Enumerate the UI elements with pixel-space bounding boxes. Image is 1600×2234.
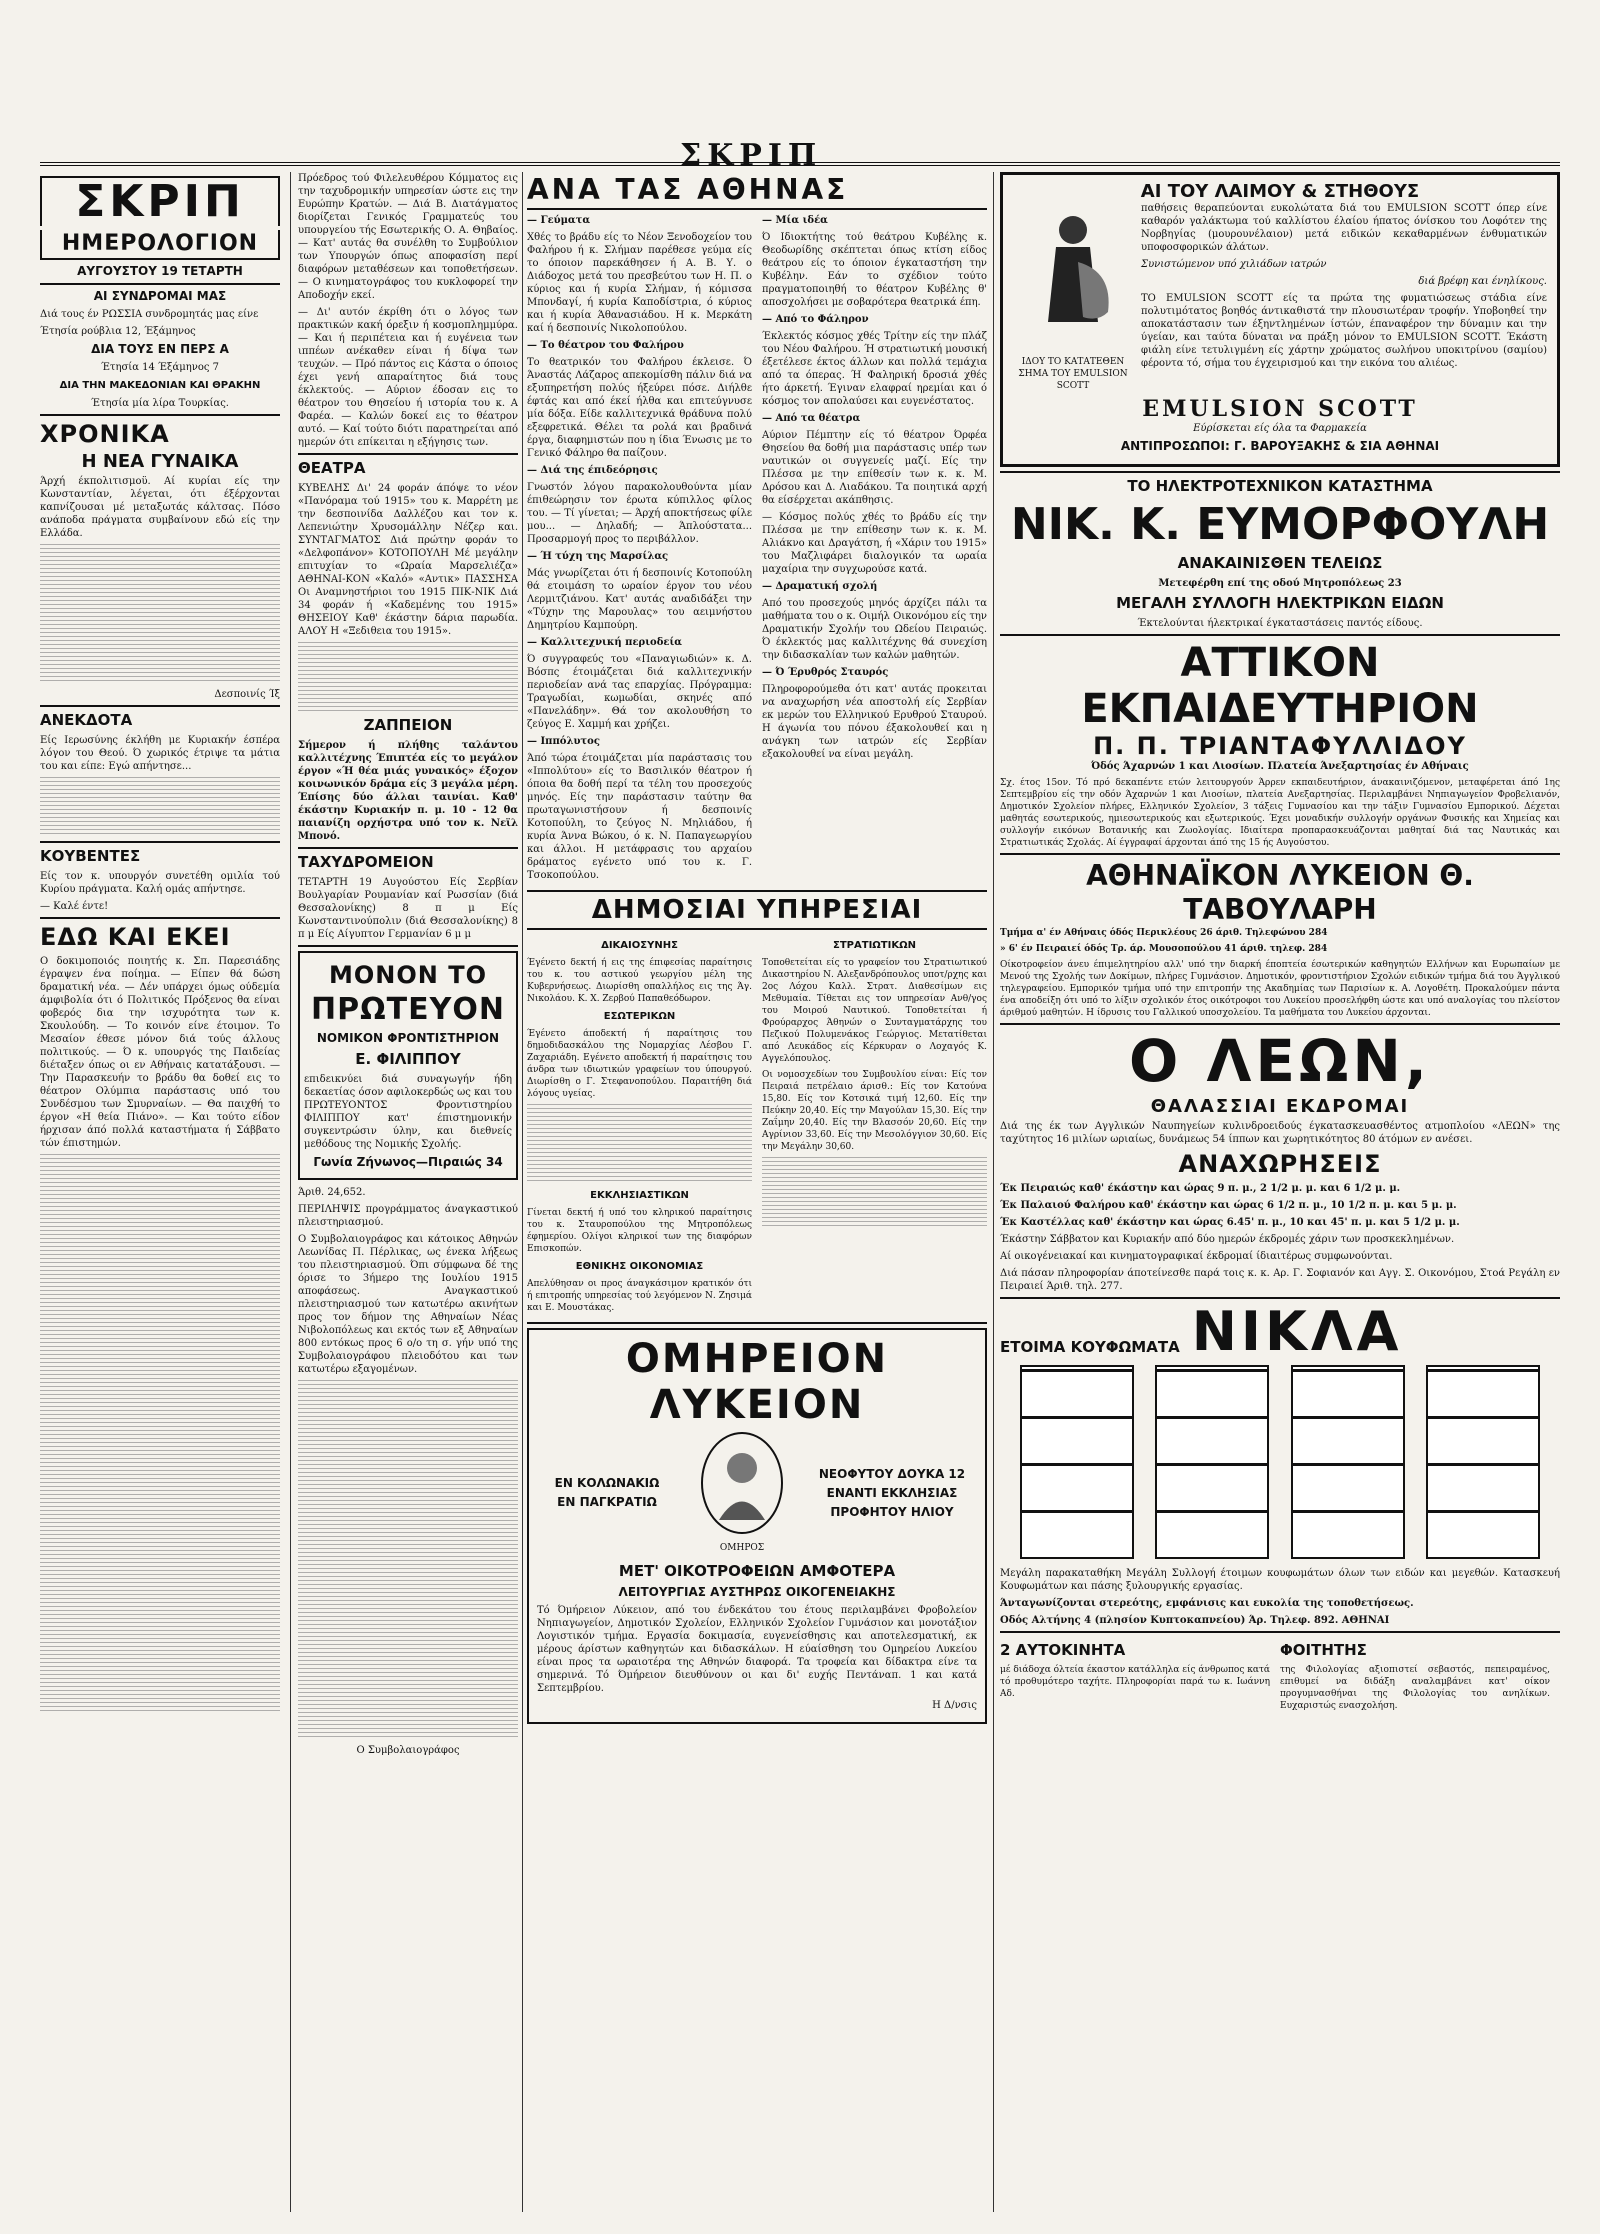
- zappeion-heading: ΖΑΠΠΕΙΟΝ: [363, 716, 453, 734]
- divider: [40, 917, 280, 919]
- ad-emulsion-brand: EMULSION SCOTT: [1142, 396, 1418, 422]
- classified-student: [1280, 1637, 1550, 1716]
- section-edo-ekei: ΕΔΩ ΚΑΙ ΕΚΕΙ: [40, 923, 231, 951]
- divider: [527, 1322, 987, 1324]
- article-nea-gynaika-text: Άρχή έκπολιτισμοϋ. Αί κυρίαι είς την Κωνσταντίαν, λέγεται, ότι έξέρχονται καπνίζουσαι μέ μεταξωτάς κάλτσας. Πόσο ανάποδα πράγματα συμβαίνουν εδώ είς την Ελλάδα.: [40, 476, 280, 539]
- news-item-text: Μάς γνωρίζεται ότι ή δεσποινίς Κοτοπούλη θά ετοιμάση το ωραίον έργον του νέου Λερμιτζιάνου. Κατ' αυτάς αναδιδάξει την «Τύχην της Μαρουλας» του αειμνήστου Δημητρίου Καμπούρη.: [527, 568, 752, 631]
- ad-omireion-ekklisia: ΕΝΑΝΤΙ ΕΚΚΛΗΣΙΑΣ: [826, 1485, 958, 1500]
- divider: [1000, 1631, 1560, 1633]
- services-text: Έγένετο άποδεκτή ή παραίτησις του δημοδιδασκάλου της Νομαρχίας Λέσβου Γ. Ζαχαριάδη. Εγένετο αποδεκτή ή παραίτησις του άνδρα των ιδιωτικών γραφείων του ύπουργού. Διωρίσθη ο Γ. Στεφανοπούλου. Παραιτήθη διά λόγους υγείας.: [527, 1029, 752, 1099]
- ad-emulsion-text: παθήσεις θεραπεύονται ευκολώτατα διά του EMULSION SCOTT όπερ είνε καθαρόν γαλάκτωμα τού καλλίστου έλαίου ήπατος όνίσκου του Λοφότεν της Νορβηγίας (μουρουνέλαιον) μετά ειδικών κεκαθαρμένων ένθυματικών υποφοσφορικών άλάτων.: [1141, 203, 1547, 253]
- ad-attikon-title: ΑΤΤΙΚΟΝ ΕΚΠΑΙΔΕΥΤΗΡΙΟΝ: [1081, 640, 1479, 732]
- services-text: Απελύθησαν οι προς άναγκάσιμον κρατικόν ότι ή επιτροπής υπηρεσίας τού λεγόμενον Ν. Ζησιμά και Ε. Μουστάκας.: [527, 1279, 752, 1313]
- services-heading: ΕΚΚΛΗΣΙΑΣΤΙΚΩΝ: [590, 1190, 689, 1201]
- masthead-rule: [40, 162, 1560, 166]
- news-item-heading: — Από το Φάληρον: [762, 314, 869, 325]
- kouventes-text: Είς τον κ. υπουργόν συνετέθη ομιλία τού Κυρίου πράγματα. Καλή ομάς απήντησε.: [40, 871, 280, 895]
- zappeion-text: Σήμερον ή πλήθης ταλάντου καλλιτέχνης Έπιπτέα είς το μεγάλον έργον «Ή θέα μιάς γυναικός» έξοχον κοινωνικόν δράμα είς 3 μεγάλα μέρη. Έπίσης δύο άλλαι ταινίαι. Καθ' έκάστην Κυριακήν π. μ. 10 - 12 θα παιανίζη ορχήστρα υπό τον κ. Νεϊλ Μπονό.: [298, 740, 518, 842]
- ad-athinaikon-title: ΑΘΗΝΑΪΚΟΝ ΛΥΚΕΙΟΝ Θ. ΤΑΒΟΥΛΑΡΗ: [1086, 859, 1474, 926]
- news-item-text: Αύριον Πέμπτην είς τό θέατρον Όρφέα Θησείου θα δοθή μια παράστασις υπέρ των ναυτικών οι συγγενείς μαζί. Είς την Πλέσσα με την επίθεσίν των κ. κ. Μ. Δρόσου και Δ. Λιαδάκου. Τα ποιητικά αρχή θα είσέρχεται ακάπθησις.: [762, 430, 987, 506]
- ad-emulsion-available: Εύρίσκεται είς όλα τα Φαρμακεία: [1193, 423, 1367, 434]
- column-rule: [290, 172, 291, 2212]
- ad-proteuon-monon: ΜΟΝΟΝ ΤΟ: [329, 961, 487, 989]
- services-text: Τοποθετείται είς το γραφείον του Στρατιωτικού Δικαστηρίου Ν. Αλεξανδρόπουλος υποτ/ρχης και 2ος Λόχου Καλλ. Στρατ. Διαθεσίμων εις Μεθυμαία. Τίθεται εις τον υπηρεσίαν Ανθ/γος του Μοιρού Ναυτικού. Τοποθετείται ή Φρούραρχος Άθηνών ο Συνταγματάρχης του Πεζικού Πολυμενάκος Γεώργιος. Μετατίθεται από Λευκάδος είς Κέρκυραν ο Λοχαγός Κ. Αγγελόπουλος.: [762, 958, 987, 1064]
- news-item-text: Το θεατρικόν του Φαλήρου έκλεισε. Ό Άναστάς Λάζαρος απεκομίσθη πάλιν διά να εξυπηρετήση πολύς ήξεύρει πόσε. Διήλθε έφτάς και από έκεί ήλθα και επιτεύγνυσε μία δόξα. Είδε καλλιτεχνικά θράδυνα πολύ εξεφρετικά. Θέλει τα ρολά και βραδινά έργα, διαφημιστών που η ίδια Ένωσις με το Γενικό Φάληρο θα παίζουν.: [527, 357, 752, 459]
- divider: [40, 283, 280, 285]
- news-item-text: Πληροφορούμεθα ότι κατ' αυτάς προκειται να αναχωρήση νέα αποστολή είς Σερβίαν εκ μερών του Ελληνικού Ερυθρού Σταυρού. Η άγωνία του πόνου έξακολουθεί και η ανάγκη των ιατρών είς Σερβίαν εξακολουθεί να είναι μεγάλη.: [762, 684, 987, 760]
- article-nea-gynaika-title: Η ΝΕΑ ΓΥΝΑΙΚΑ: [81, 451, 239, 472]
- news-paragraph: Πρόεδρος τού Φιλελευθέρου Κόμματος εις την ταχυδρομικήν υπηρεσίαν ώστε εις την Ευρώπην Κρατών. — Διά Β. Διατάγματος διορίζεται Γενικός Γραμματεύς του υπουργείου τής Εσωτερικής Ο. Α. Θηβαίος. — Κατ' αυτάς θα συνέλθη το Συμβούλιον των Υπουργών όπως αποφασίση περί διαφόρων μεταθέσεων και τοποθετήσεων. — Ο κινηματογράφος του κυκλοφορεί την Αποδοχήν εκεί.: [298, 173, 518, 301]
- ad-emulsion-figure: [1013, 202, 1133, 396]
- ad-leon-departure-5: Αί οικογένειακαί και κινηματογραφικαί έκδρομαί ίδιαιτέρως συμφωνούνται.: [1000, 1251, 1393, 1262]
- divider: [40, 414, 280, 416]
- ad-leon-departure-4: Έκάστην Σάββατον και Κυριακήν από δύο ημερών έκδρομές χάριν των προσκεκλημένων.: [1000, 1234, 1455, 1245]
- subscriptions-russia: Διά τους έν ΡΩΣΣΙΑ συνδρομητάς μας είνε: [40, 309, 259, 320]
- anekdota-text: Είς Ιερωσύνης έκλήθη με Κυριακήν έσπέρα λόγον του Θεού. Ό χωρικός έτριψε τα μάτια του και είπε: Εγώ απήντησε...: [40, 735, 280, 772]
- news-item-text: Έκλεκτός κόσμος χθές Τρίτην είς την πλάζ του Νέου Φαλήρου. Ή στρατιωτική μουσική έξετέλεσε έκτος άλλων και πολλά τεμάχια από τα όπερας. Ή Φαληρική δροσιά χθές ήτο άρκετή. Έγιναν ελαφραί ηρεμίαι και ό κόσμος τον απολαύσει και ευγενέστατος.: [762, 331, 987, 407]
- services-text: Οι νομοσχεδίων του Συμβουλίου είναι: Είς τον Πειραιά πετρέλαιο άρισθ.: Είς τον Κατούνα 15,80. Είς τον Κοτσικά τιμή 12,60. Είς την Πεύκην 20,40. Είς την Μαγούλαν 15,30. Είς την Ζαΐμην 20,40. Είς την Βλασσόν 20,60. Είς την Αγρίνιον 33,60. Είς την Μεσολόγγιον 30,60. Είς την Μεγάλην 30,60.: [762, 1070, 987, 1152]
- divider: [298, 945, 518, 947]
- fisherman-trademark-icon: [1018, 202, 1128, 352]
- subscriptions-persia-price: Έτησία 14 Έξάμηνος 7: [100, 362, 220, 373]
- section-anekdota: ΑΝΕΚΔΟΤΑ: [40, 711, 133, 729]
- services-heading: ΕΘΝΙΚΗΣ ΟΙΚΟΝΟΜΙΑΣ: [575, 1261, 704, 1272]
- theatra-listings: ΚΥΒΕΛΗΣ Δι' 24 φοράν άπόψε το νέον «Πανόραμα τού 1915» του κ. Μαρρέτη με την δεσποινίδα Δαλλέζου και τον κ. Λεπενιώτην Χρυσομάλλην Νέζερ και. ΣΥΝΤΑΓΜΑΤΟΣ Διά πρώτην φοράν το «Δελφοπάνον» ΚΟΤΟΠΟΥΛΗ Μέ μεγάλην επιτυχίαν το «Ωραία Μαρσελιέζα» ΑΘΗΝΑΙ-ΚΟΝ «Καλό» «Αντικ» ΠΑΣΣΗΣΑ Οι Αναμνηστήριοι του 1915 ΠΙΚ-ΝΙΚ Διά 34 φοράν ή «Καδεμένης του 1915» ΘΗΣΕΙΟΥ Καθ' έκάστην δάρια παρωδία. ΑΛΟΥ Η «Ξεδιθεια του 1915».: [298, 483, 518, 637]
- classified-cars-text: μέ διάδοχα όλτεία έκαστον κατάλληλα είς άνθρωπος κατά τό προθυμότερο ταχήτε. Πληροφορίαι παρά τω κ. Ιωάννη Αδ.: [1000, 1665, 1270, 1699]
- news-item-heading: — Δραματική σχολή: [762, 581, 878, 592]
- news-item-text: Γνωστόν λόγου παρακολουθούντα μίαν έπιθεώρησιν τον έρωτα κύπιλλος φίλος του. — Τί γίνεται; — Άρχή αποκτήσεως φίλε μου... — Δηλαδή; — Άπλούστατα... Προσαρμογή προς το περιβάλλον.: [527, 482, 752, 545]
- ad-leon-contact: Διά πάσαν πληροφορίαν άποτείνεσθε παρά τοις κ. κ. Αρ. Γ. Σοφιανόν και Αγγ. Σ. Οικονόμου, Στοά Ρεγάλη εν Πειραιεί Άριθ. τηλ. 277.: [1000, 1268, 1560, 1292]
- news-subcolumn-right: [762, 214, 987, 886]
- subscriptions-macedonia: ΔΙΑ ΤΗΝ ΜΑΚΕΔΟΝΙΑΝ ΚΑΙ ΘΡΑΚΗΝ: [59, 380, 261, 391]
- window-frame-icon: [1291, 1365, 1405, 1559]
- paper-title: ΣΚΡΙΠ: [40, 176, 280, 226]
- ad-proteuon: [298, 951, 518, 1180]
- services-heading: ΔΙΚΑΙΟΣΥΝΗΣ: [601, 940, 678, 951]
- edo-ekei-text: Ο δοκιμοποιός ποιητής κ. Σπ. Παρεσιάδης έγραψεν ένα ποίημα. — Είπεν θά δώση δραματική νέα. — Δέν υπάρχει όμως ούδεμία άμφιβολία ότι ό Πολιτικός Πρόξενος θα είναι φοβερός δια την ισχυρότητα των κ. Σκουλούδη. — Το κοινόν είνε έτοιμον. Το Μεσαίον έθεσε μόνον διά τούς άλλους πολιτικούς. — Ό κ. υπουργός της Παιδείας διέταξεν όπως οι εν Αθήναις κατατάξουσι. — Την Παρασκευήν το βράδυ θα δοθεί εις το θέατρον Ολύμπια παράστασις υπό του Συνδέσμου των Σμυρναίων. — Θα παιχθή το έργον «Η θεία Πιάνο». — Και τούτο είδον ήρχισαν άπό πολλά καταστήματα ή Σάββατο τών έπιστημών.: [40, 956, 280, 1149]
- services-heading: ΕΣΩΤΕΡΙΚΩΝ: [603, 1011, 676, 1022]
- news-item-heading: — Το θέατρον του Φαλήρου: [527, 340, 684, 351]
- section-ana-tas-athinas: ΑΝΑ ΤΑΣ ΑΘΗΝΑΣ: [527, 173, 849, 206]
- ad-leon-departures: ΑΝΑΧΩΡΗΣΕΙΣ: [1178, 1150, 1382, 1178]
- divider: [1000, 1297, 1560, 1299]
- divider: [1000, 853, 1560, 855]
- window-frame-icon: [1155, 1365, 1269, 1559]
- ad-omireion-douka: ΝΕΟΦΥΤΟΥ ΔΟΥΚΑ 12: [818, 1466, 966, 1481]
- ad-nikla-windows: [1000, 1361, 1560, 1567]
- ad-omireion-text: Τό Όμήρειον Λύκειον, από του ένδεκάτου του έτους περιλαμβάνει Φροβολείον Νηπιαγωγείον, Δημοτικόν Σχολείον, Ελληνικόν Σχολείον Γυμνάσιον και μονοτάξιον Λογιστικόν τμήμα. Εργασία δοκιμασία, ευγενείσθησις και αποτελεσματική, εκ μέρους άρίστων καθηγητών και διδασκάλων. Η εύαίσθηση του Ομηρείου Λυκείου είναι προς τα ωραιοτέρα της Αθηνών διαφορά. Τα τροφεία και δίδακτρα είνε τα σημερινά. Τό Όμήρειον διευθύνουν οι και δι' ευχής Πεντάναπ. 1 και κατά Σεπτεμβρίου.: [537, 1605, 977, 1694]
- ad-emulsion-text-2: ΤΟ EMULSION SCOTT είς τα πρώτα της φυματιώσεως στάδια είνε πολυτιμότατος βοηθός άντικαθιστά την πλουσιωτέραν τροφήν. Υποβοηθεί την αποκατάστασιν των έξηντλημένων ίστών, έπαναφέρον την δύναμιν και την ύγείαν, και ταύτα δύναται να πράξη μόνον το EMULSION SCOTT. Έκάστη φιάλη είνε τετυλιγμένη είς χάρτην χρώματος σωλήνου υποκιτρίνου (σαμίου) φέροντα τό, σήμα του έγχειρισμού και την εικόνα του αλιέως.: [1141, 293, 1547, 369]
- ad-emulsion-body: [1013, 202, 1547, 396]
- news-item-text: Από του προσεχούς μηνός άρχίζει πάλι τα μαθήματα του ο κ. Οιμήλ Οικονόμου είς την Δραματικήν Σχολήν του Ωδείου Πειραιώς. Ό έκλεκτός μας καλλιτέχνης θά συνεχίση την διδασκαλίαν των καλών μαθητών.: [762, 598, 987, 661]
- ad-attikon: [1000, 640, 1560, 849]
- ad-proteuon-filippou: Ε. ΦΙΛΙΠΠΟΥ: [355, 1050, 461, 1068]
- notice-signature: Ο Συμβολαιογράφος: [356, 1745, 460, 1756]
- section-taxydromeion: ΤΑΧΥΔΡΟΜΕΙΟΝ: [298, 853, 434, 871]
- section-theatra: ΘΕΑΤΡΑ: [298, 459, 366, 477]
- column-1: [40, 172, 280, 2212]
- divider: [527, 928, 987, 930]
- masthead: [0, 0, 1600, 173]
- news-item-heading: — Μία ιδέα: [762, 215, 828, 226]
- ad-nikla-ready: ΕΤΟΙΜΑ ΚΟΥΦΩΜΑΤΑ: [1000, 1338, 1180, 1356]
- ad-leon-departure-3: Έκ Καστέλλας καθ' έκάστην και ώρας 6.45' π. μ., 10 και 45' π. μ. και 5 1/2 μ. μ.: [1000, 1217, 1460, 1228]
- article-text-block: [298, 642, 518, 712]
- column-3: [527, 172, 987, 2212]
- section-chronika: ΧΡΟΝΙΚΑ: [40, 420, 170, 448]
- ad-nikla-address: Οδός Αλτήνης 4 (πλησίον Κυπτοκαπνείου) Άρ. Τηλεφ. 892. ΑΘΗΝΑΙ: [1000, 1615, 1390, 1626]
- ad-omireion-kolonaki: ΕΝ ΚΟΛΩΝΑΚΙΩ: [554, 1476, 660, 1490]
- calendar-date: ΑΥΓΟΥΣΤΟΥ 19 ΤΕΤΑΡΤΗ: [77, 264, 243, 278]
- divider: [1000, 1023, 1560, 1025]
- news-item-heading: — Ιππόλυτος: [527, 736, 600, 747]
- window-frame-icon: [1426, 1365, 1540, 1559]
- ad-emulsion-content: [1141, 202, 1547, 396]
- ad-emulsion-for: διά βρέφη και ένηλίκους.: [1418, 276, 1547, 287]
- ad-nikla-title: ΝΙΚΛΑ: [1191, 1300, 1403, 1363]
- ad-omireion-leitourgias: ΛΕΙΤΟΥΡΓΙΑΣ ΑΥΣΤΗΡΩΣ ΟΙΚΟΓΕΝΕΙΑΚΗΣ: [618, 1585, 896, 1599]
- article-signature: Δεσποινίς Ίξ: [214, 689, 280, 700]
- ad-athinaikon-text: Οίκοτροφείον άνευ έπιμελητηρίου αλλ' υπό την διαρκή έποπτεία έσωτερικών καθηγητών Ελλήνων και Ευρωπαίων με Μενού της Σχολής των Δοκίμων, πλήρες Γυμνάσιον. Δημοτικόν, φροντιστήριον Σχολών ειδικών τμήμα διά του Άγγλικού τηλεγραφείου. Εμπορικόν τμήμα υπό την επιτροπήν της Ακαδημίας των Παρισίων κ. Α. Λογοθέτη. Προκαλούμεν πάντα ένα αποδείξη ότι υπό το λίξιν σχολικόν έτος οικότροφοι του Λυκείου προσελήφθη ώστε και υπό αναλογίας του πλείστον άριθμού μαθητών. Η ίδρυσις του Γαλλικού υποσχολείου. Τα μαθήματα του Λυκείου άρχονται.: [1000, 960, 1560, 1018]
- column-rule: [993, 172, 994, 2212]
- news-item-heading: — Διά της έπιδεόρησις: [527, 465, 658, 476]
- classified-cars-title: 2 ΑΥΤΟΚΙΝΗΤΑ: [1000, 1641, 1126, 1659]
- divider: [527, 890, 987, 892]
- services-columns: [527, 934, 987, 1318]
- ad-attikon-address: Όδός Άχαρνών 1 και Λιοσίων. Πλατεία Άνεξαρτησίας έν Αθήναις: [1091, 761, 1469, 772]
- news-columns: [527, 214, 987, 886]
- divider: [298, 847, 518, 849]
- ad-evmorfouli-installations: Έκτελούνται ήλεκτρικαί έγκαταστάσεις παντός είδους.: [1137, 618, 1423, 629]
- kouventes-end: — Καλέ έντε!: [40, 901, 109, 912]
- ad-evmorfouli-shop: ΤΟ ΗΛΕΚΤΡΟΤΕΧΝΙΚΟΝ ΚΑΤΑΣΤΗΜΑ: [1127, 477, 1433, 495]
- section-dimosiai-ypiresiai: ΔΗΜΟΣΙΑΙ ΥΠΗΡΕΣΙΑΙ: [591, 895, 923, 925]
- news-item-heading: — Γεύματα: [527, 215, 591, 226]
- ad-nikla-header: [1000, 1300, 1560, 1363]
- notice-title: ΠΕΡΙΛΗΨΙΣ προγράμματος άναγκαστικού πλειστηριασμού.: [298, 1204, 518, 1228]
- services-text: Έγένετο δεκτή ή εις της έπιφεσίας παραίτησις του κ. του αστικού γεωργίου μέλη της Κυβερνήσεως. Διωρίσθη οπαλλήλος εις της Άγ. Νικολάου. Κ. Χ. Ζερβού Παπαθεόδωρον.: [527, 958, 752, 1004]
- ad-omireion-body: [537, 1428, 977, 1558]
- ad-emulsion-representatives: ΑΝΤΙΠΡΟΣΩΠΟΙ: Γ. ΒΑΡΟΥΞΑΚΗΣ & ΣΙΑ ΑΘΗΝΑΙ: [1120, 439, 1440, 453]
- classified-cars: [1000, 1637, 1270, 1716]
- divider: [40, 705, 280, 707]
- news-item-heading: — Από τα θέατρα: [762, 413, 861, 424]
- ad-leon-title: Ο ΛΕΩΝ,: [1129, 1027, 1431, 1095]
- column-rule: [522, 172, 523, 2212]
- ad-omireion-left: [537, 1472, 677, 1514]
- ad-nikla-text: Μεγάλη παρακαταθήκη Μεγάλη Συλλογή έτοιμων κουφωμάτων όλων των ειδών και μεγεθών. Κατασκευή Κουφωμάτων και πάσης ξυλουργικής εργασίας.: [1000, 1568, 1560, 1592]
- notice-number: Άριθ. 24,652.: [298, 1187, 366, 1198]
- ad-nikla: [1000, 1300, 1560, 1627]
- services-subcolumn-left: [527, 934, 752, 1318]
- news-item-text: Άπό τώρα έτοιμάζεται μία παράστασις του «Ιππολύτου» είς το Βασιλικόν θέατρον ή όποια θα δοθή περί τα τέλη του προσεχούς μηνός. Είς την παράστασιν ταύτην θα πρωταγωνιστήσουν ή δεσποινίς Κοτοπούλη, το ζεύγος Ν. Μηλιάδου, ή κυρία Άννα Βώκου, ό κ. Ν. Παπαγεωργίου και άλλοι. Η μετάφρασις του αρχαίου δράματος εγένετο υπό του κ. Γ. Τσοκοπούλου.: [527, 753, 752, 881]
- ad-omireion-right: [807, 1463, 977, 1524]
- masthead-title: ΣΚΡΙΠ: [680, 138, 823, 173]
- calendar-heading: ΗΜΕΡΟΛΟΓΙΟΝ: [40, 230, 280, 260]
- news-item-heading: — Ό Έρυθρός Σταυρός: [762, 667, 889, 678]
- ad-athinaikon: [1000, 859, 1560, 1019]
- ad-nikla-text-2: Άνταγωνίζονται στερεότης, εμφάνισις και ευκολία της τοποθετήσεως.: [1000, 1598, 1414, 1609]
- news-item-text: Ό συγγραφεύς του «Παναγιωδιών» κ. Δ. Βόσπς έτοιμάζεται διά καλλιτεχνικήν περιοδείαν ανά τας επαρχίας. Πρόγραμμα: Τραγωδίαι, κωμωδίαι, σκηνές από «Πανελάδην». Θά τον ακολουθήση το ζεύγος Ε. Χαμμή και χρήζει.: [527, 654, 752, 730]
- taxydromeion-text: ΤΕΤΑΡΤΗ 19 Αυγούστου Είς Σερβίαν Βουλγαρίαν Ρουμανίαν καί Ρωσσίαν (διά Θεσσαλονίκης) 8 π μ Είς Κωνσταντινούπολιν (διά Θεσσαλονίκης) 8 π μ Είς Αίγυπτον Γερμανίαν 6 μ μ: [298, 877, 518, 940]
- article-text-block: [298, 1380, 518, 1740]
- ad-emulsion-recommended: Συνιστώμενον υπό χιλιάδων ιατρών: [1141, 259, 1327, 270]
- news-item-text: — Κόσμος πολύς χθές το βράδυ είς την Πλέσσα με την επίθεσην των κ. κ. Μ. Αλιάκνο και Δραγάτση, ή «Χάριν του 1915» του Μαζλιφάρει διαλογικόν τα ωραία μαχαίρια την συγχωρούσε κατά.: [762, 512, 987, 575]
- article-text-block: [40, 777, 280, 837]
- news-paragraph: — Δι' αυτόν έκρίθη ότι ο λόγος των πρακτικών κακή όρεξιν ή κοσμοπλημμύρα. — Και ή περιπέτεια και ή ευγένεια των ιππέων ανέκαθεν είναι ή δίψα των τευχών. — Πρό πάντος εις Κάστα ο όποιος έχει γενή απαραίτητος διά τους έκλεκτούς. — Αύριον έδοσαν εις το θέατρον του Θησείου ή ιστορία του κ. Α Φαρέα. — Καλών δοκεί εις το θέατρον αυτό. — Καί τούτο διότι παρατηρείται από ημερών ότι επίκειται η εξήγησις των.: [298, 307, 518, 448]
- ad-athinaikon-branch-2: » 6' έν Πειραιεί όδός Τρ. άρ. Μουσοπούλου 41 άριθ. τηλεφ. 284: [1000, 944, 1328, 954]
- ad-proteuon-nomikon: ΝΟΜΙΚΟΝ ΦΡΟΝΤΙΣΤΗΡΙΟΝ: [316, 1031, 500, 1045]
- subscriptions-macedonia-price: Έτησία μία λίρα Τουρκίας.: [91, 398, 229, 409]
- ad-leon-departure-2: Έκ Παλαιού Φαλήρου καθ' έκάστην και ώρας 6 1/2 π. μ., 10 1/2 π. μ. και 5 μ. μ.: [1000, 1200, 1457, 1211]
- ad-attikon-owner: Π. Π. ΤΡΙΑΝΤΑΦΥΛΛΙΔΟΥ: [1093, 732, 1467, 760]
- ad-evmorfouli-moved: Μετεφέρθη επί της οδού Μητροπόλεως 23: [1158, 578, 1402, 589]
- services-heading: ΣΤΡΑΤΙΩΤΙΚΩΝ: [833, 940, 916, 951]
- ad-omireion-ilia: ΠΡΟΦΗΤΟΥ ΗΛΙΟΥ: [830, 1504, 954, 1519]
- subscriptions-russia-price: Έτησία ρούβλια 12, Έξάμηνος: [40, 326, 196, 337]
- ad-proteuon-text: επιδεικνύει διά συναγωγήν ήδη δεκαετίας όσον αφιλοκερδώς ως και του ΠΡΩΤΕΥΟΝΤΟΣ Φροντιστηρίου ΦΙΛΙΠΠΟΥ κατ' έπιστημονικήν συγκεντρώσιν ύλην, και διεθνείς μεθόδους της Νομικής Σχολής.: [304, 1074, 512, 1150]
- article-text-block: [527, 1104, 752, 1184]
- ad-omireion-emblem: [687, 1428, 797, 1558]
- ad-emulsion-scott: [1000, 172, 1560, 467]
- subscriptions-heading: ΑΙ ΣΥΝΔΡΟΜΑΙ ΜΑΣ: [93, 289, 227, 303]
- ad-emulsion-title: ΑΙ ΤΟΥ ΛΑΙΜΟΥ & ΣΤΗΘΟΥΣ: [1140, 181, 1420, 202]
- homer-bust-icon: [697, 1428, 787, 1538]
- article-text-block: [40, 544, 280, 684]
- notice-text: Ο Συμβολαιογράφος και κάτοικος Αθηνών Λεωνίδας Π. Πέρλικας, ως ένεκα λήξεως του πλειστηριασμού. Όπι σύμφωνα δέ της όρισε το 3ήμερο της Ιουλίου 1915 αποφάσεως. Αναγκαστικού πλειστηριασμού των κατωτέρω ακινήτων προς τον δήμον της Αθηναίων Νέας Νιβολοπόλεως και εκτός των εξ Αθηναίων 800 εντόκως προς 6 ο/ο τη σ. γήν υπό της Συμβολαιογράφου πλειοδότου και των κατωτέρω εξαγομένων.: [298, 1234, 518, 1375]
- divider: [40, 841, 280, 843]
- ad-leon-subtitle: ΘΑΛΑΣΣΙΑΙ ΕΚΔΡΟΜΑΙ: [1150, 1096, 1410, 1117]
- ad-omireion-emblem-label: ΟΜΗΡΟΣ: [719, 1543, 765, 1553]
- news-item-heading: — Καλλιτεχνική περιοδεία: [527, 637, 682, 648]
- classified-student-title: ΦΟΙΤΗΤΗΣ: [1280, 1641, 1367, 1659]
- ad-proteuon-address: Γωνία Ζήνωνος—Πιραιώς 34: [313, 1155, 503, 1169]
- article-text-block: [40, 1154, 280, 1714]
- ad-evmorfouli-collection: ΜΕΓΑΛΗ ΣΥΛΛΟΓΗ ΗΛΕΚΤΡΙΚΩΝ ΕΙΔΩΝ: [1116, 594, 1444, 612]
- divider: [527, 208, 987, 210]
- ad-omireion-signature: Η Δ/νσις: [932, 1700, 977, 1711]
- divider: [1000, 634, 1560, 636]
- news-item-text: Ό Ιδιοκτήτης τού θεάτρου Κυβέλης κ. Θεοδωρίδης σκέπτεται όπως κτίση είδος θεάτρου είς το όποιον έγκαταστήση την Κυβέλην. Εάν το σχέδιον τούτο πραγματοποιηθή το θέατρον Κυβέλης θ' αποσχολήσει με σοβαρότερα θεατρικά έπη.: [762, 232, 987, 308]
- ad-attikon-text: Σχ. έτος 15ον. Τό πρό δεκαπέντε ετών λειτουργούν Άρρεν εκπαιδευτήριον, άνακαινιζόμενον, μεταφέρεται άπό 1ης Σεπτεμβρίου είς την οδόν Άχαρνών 1 και Λιοσίων, πλατεία Ανεξαρτησίας. Περιλαμβάνει Νηπιαγωγείον Φροβελιανόν, Δημοτικόν Σχολείον πλήρες, Ελληνικόν Σχολείον, 3 τάξεις Γυμνασίου και την τάξιν Γυμνασίου Εμπορικού. Δέχεται μαθητάς εσωτερικούς, ημιεσωτερικούς και εξωτερικούς. Έχει μοναδικήν συλλογήν οργάνων Φυσικής και Χημείας και συλλογήν εικόνων Βοτανικής και Ζωολογίας. Ιδιαίτερα προπαρασκευάζονται μαθηταί διά τας Ναυτικάς και Στρατιωτικάς Σχολάς. Αί έγγραφαί άρχονται άπό της 15 ής Αυγούστου.: [1000, 778, 1560, 848]
- ad-evmorfouli: [1000, 477, 1560, 630]
- ad-emulsion-caption: ΙΔΟΥ ΤΟ ΚΑΤΑΤΕΘΕΝ ΣΗΜΑ ΤΟΥ EMULSION SCOTT: [1018, 357, 1128, 391]
- news-item-text: Χθές το βράδυ είς το Νέον Ξενοδοχείον του Φαλήρου ή κ. Σλήμαν παρέθεσε γεύμα είς το όποιον παρεκάθησεν ή Α. Β. Υ. ο Διάδοχος μετά του πρεσβεύτου των Η. Π. ο κύριος και ή κυρία Σλήμαν, ή κόμισσα Μπονδαγί, ή κυρία Καποδίστρια, ό κύριος και ή κυρία Άθανασιάδου. Η κ. Μερκάτη καί ή δεσποινίς Νικολοπούλου.: [527, 232, 752, 334]
- divider: [298, 453, 518, 455]
- classifieds: [1000, 1637, 1560, 1716]
- ad-athinaikon-branch-1: Τμήμα α' έν Αθήναις όδός Περικλέους 26 άριθ. Τηλεφώνου 284: [1000, 928, 1328, 938]
- article-text-block: [762, 1157, 987, 1227]
- section-kouventes: ΚΟΥΒΕΝΤΕΣ: [40, 847, 141, 865]
- news-item-heading: — Ή τύχη της Μαρσίλας: [527, 551, 669, 562]
- ad-proteuon-title: ΠΡΩΤΕΥΟΝ: [311, 992, 505, 1027]
- window-frame-icon: [1020, 1365, 1134, 1559]
- column-4: [1000, 172, 1560, 2212]
- services-subcolumn-right: [762, 934, 987, 1318]
- ad-leon-departure-1: Έκ Πειραιώς καθ' έκάστην και ώρας 9 π. μ., 2 1/2 μ. μ. και 6 1/2 μ. μ.: [1000, 1183, 1401, 1194]
- column-2: [298, 172, 518, 2212]
- ad-omireion-title: ΟΜΗΡΕΙΟΝ ΛΥΚΕΙΟΝ: [625, 1336, 889, 1428]
- ad-omireion-pagkrati: ΕΝ ΠΑΓΚΡΑΤΙΩ: [557, 1495, 657, 1509]
- subscriptions-persia: ΔΙΑ ΤΟΥΣ ΕΝ ΠΕΡΣ Α: [91, 342, 229, 356]
- divider: [1000, 471, 1560, 473]
- ad-omireion-meta: ΜΕΤ' ΟΙΚΟΤΡΟΦΕΙΩΝ ΑΜΦΟΤΕΡΑ: [618, 1562, 896, 1580]
- ad-leon: [1000, 1029, 1560, 1293]
- classified-student-text: της Φιλολογίας αξιοπιστεί σεβαστός, πεπειραμένος, επιθυμεί να διδάξη αναλαμβάνει κατ' οίκον προγυμνασθήναι της Φιλολογίας του ανηλίκων. Ευχαριστώς ενασχολήση.: [1280, 1665, 1550, 1711]
- ad-omireion: [527, 1328, 987, 1724]
- ad-leon-text: Διά της έκ των Αγγλικών Ναυπηγείων κυλινδροειδούς έγκατασκευασθέντος ατμοπλοίου «ΛΕΩΝ» της ταχύτητος 16 μιλίων ωριαίως, δυνάμεως 54 ίππων και χωρητικότητος 80 άτόμων εν ανέσει.: [1000, 1121, 1560, 1145]
- news-subcolumn-left: [527, 214, 752, 886]
- services-text: Γίνεται δεκτή ή υπό του κληρικού παραίτησις του κ. Σταυροπούλου της Μητροπόλεως έφημερίου. Ολίγοι κληρικοί των της διαφόρων Επισκοπών.: [527, 1208, 752, 1254]
- ad-evmorfouli-name: ΝΙΚ. Κ. ΕΥΜΟΡΦΟΥΛΗ: [1010, 499, 1550, 550]
- ad-evmorfouli-renovated: ΑΝΑΚΑΙΝΙΣΘΕΝ ΤΕΛΕΙΩΣ: [1177, 554, 1383, 572]
